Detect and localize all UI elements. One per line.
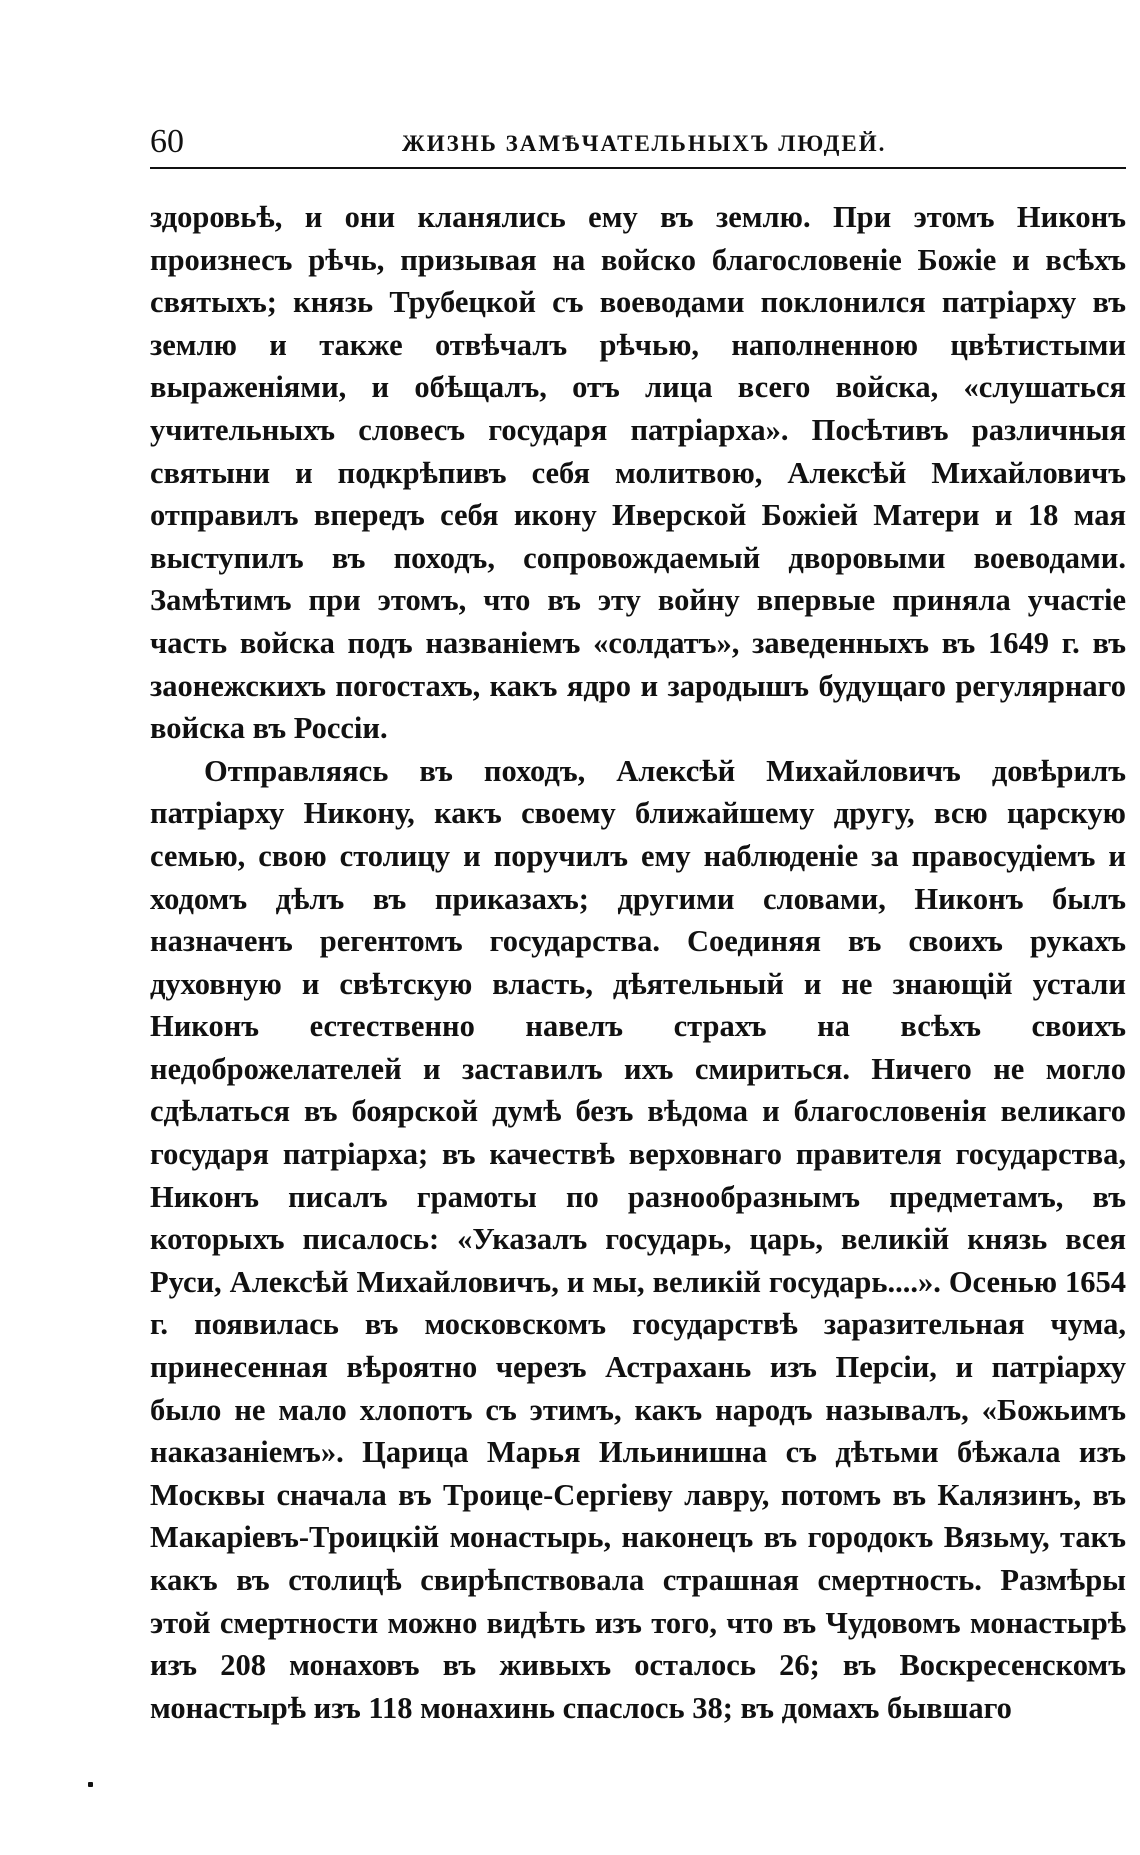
paragraph-2: Отправляясь въ походъ, Алексѣй Михайловичъ довѣрилъ патріарху Никону, какъ своему ближайшему другу, всю царскую семью, свою столицу и поручилъ ему наблюденіе за правосудіемъ и ходомъ дѣлъ въ приказахъ; другими словами, Никонъ былъ назначенъ регентомъ государства. Соединяя въ своихъ рукахъ духовную и свѣтскую власть, дѣятельный и не знающій устали Никонъ естественно навелъ страхъ на всѣхъ своихъ недоброжелателей и заставилъ ихъ смириться. Ничего не могло сдѣлаться въ боярской думѣ безъ вѣдома и благословенія великаго государя патріарха; въ качествѣ верховнаго правителя государства, Никонъ писалъ грамоты по разнообразнымъ предметамъ, въ которыхъ писалось: «Указалъ государь, царь, великій князь всея Руси, Алексѣй Михайловичъ, и мы, великій государь....». Осенью 1654 г. появилась въ московскомъ государствѣ заразительная чума, принесенная вѣроятно черезъ Астрахань изъ Персіи, и патріарху было не мало хлопотъ съ этимъ, какъ народъ называлъ, «Божьимъ наказаніемъ». Царица Марья Ильинишна съ дѣтьми бѣжала изъ Москвы сначала въ Троице-Сергіеву лавру, потомъ въ Калязинъ, въ Макаріевъ-Троицкій монастырь, наконецъ въ городокъ Вязьму, такъ какъ въ столицѣ свирѣпствовала страшная смертность. Размѣры этой смертности можно видѣть изъ того, что въ Чудовомъ монастырѣ изъ 208 монаховъ въ живыхъ осталось 26; въ Воскресенскомъ монастырѣ изъ 118 монахинь спаслось 38; въ домахъ бывшаго — [150, 753, 1126, 1725]
body-text — [150, 196, 1126, 1729]
page-header — [150, 120, 1126, 164]
header-rule — [150, 167, 1126, 169]
paragraph-1: здоровьѣ, и они кланялись ему въ землю. При этомъ Никонъ произнесъ рѣчь, призывая на войско благословеніе Божіе и всѣхъ святыхъ; князь Трубецкой съ воеводами поклонился патріарху въ землю и также отвѣчалъ рѣчью, наполненною цвѣтистыми выраженіями, и обѣщалъ, отъ лица всего войска, «слушаться учительныхъ словесъ государя патріарха». Посѣтивъ различныя святыни и подкрѣпивъ себя молитвою, Алексѣй Михайловичъ отправилъ впередъ себя икону Иверской Божіей Матери и 18 мая выступилъ въ походъ, сопровождаемый дворовыми воеводами. Замѣтимъ при этомъ, что въ эту войну впервые приняла участіе часть войска подъ названіемъ «солдатъ», заведенныхъ въ 1649 г. въ заонежскихъ погостахъ, какъ ядро и зародышъ будущаго регулярнаго войска въ Россіи. — [150, 200, 1126, 746]
page-number: 60 — [150, 123, 184, 160]
running-title: ЖИЗНЬ ЗАМѢЧАТЕЛЬНЫХЪ ЛЮДЕЙ. — [402, 131, 887, 156]
ink-speck — [88, 1782, 93, 1787]
